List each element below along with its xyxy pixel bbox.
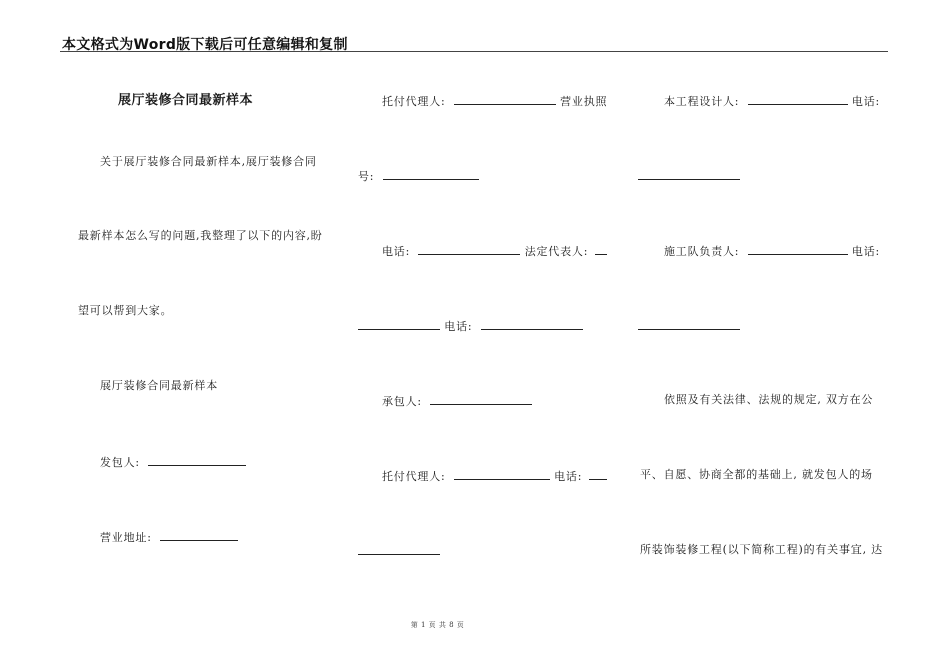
phone2-label: 电话: bbox=[444, 320, 473, 333]
designer-field bbox=[664, 93, 880, 109]
team-leader-phone-field bbox=[638, 318, 740, 334]
designer-blank bbox=[748, 93, 848, 105]
agent-field bbox=[382, 93, 607, 109]
designer-phone-blank bbox=[638, 168, 740, 180]
body-paragraph-line-2: 平、自愿、协商全都的基础上, 就发包人的场 bbox=[640, 468, 873, 481]
legal-rep-label: 法定代表人: bbox=[524, 245, 589, 258]
team-leader-label: 施工队负责人: bbox=[664, 245, 740, 258]
intro-line-1: 关于展厅装修合同最新样本,展厅装修合同 bbox=[100, 155, 317, 168]
employer-blank bbox=[148, 454, 246, 466]
team-leader-blank bbox=[748, 243, 848, 255]
section-heading: 展厅装修合同最新样本 bbox=[100, 379, 218, 392]
agent2-blank bbox=[454, 468, 550, 480]
agent-blank bbox=[454, 93, 556, 105]
business-address-label: 营业地址: bbox=[100, 531, 152, 544]
agent-label: 托付代理人: bbox=[382, 95, 446, 108]
contractor-label: 承包人: bbox=[382, 395, 422, 408]
license-number-label: 号: bbox=[358, 170, 375, 183]
business-address-blank bbox=[160, 529, 238, 541]
agent2-field bbox=[382, 468, 607, 484]
license-number-blank bbox=[383, 168, 479, 180]
team-leader-phone-blank bbox=[638, 318, 740, 330]
contractor-blank bbox=[430, 393, 532, 405]
team-leader-phone-label: 电话: bbox=[851, 245, 881, 258]
designer-phone-field bbox=[638, 168, 740, 184]
phone2-blank bbox=[481, 318, 583, 330]
license-number-field bbox=[358, 168, 479, 184]
phone-blank bbox=[418, 243, 520, 255]
phone-label: 电话: bbox=[382, 245, 411, 258]
page-number: 第 1 页 共 8 页 bbox=[410, 621, 465, 629]
phone3-label: 电话: bbox=[554, 470, 583, 483]
designer-phone-label: 电话: bbox=[851, 95, 881, 108]
phone-legal-rep-field bbox=[382, 243, 607, 259]
team-leader-field bbox=[664, 243, 880, 259]
employer-field bbox=[100, 454, 246, 470]
license-label: 营业执照 bbox=[560, 95, 608, 108]
agent2-label: 托付代理人: bbox=[382, 470, 446, 483]
document-header-banner: 本文格式为Word版下载后可任意编辑和复制 bbox=[62, 37, 348, 53]
header-divider bbox=[60, 51, 888, 52]
employer-label: 发包人: bbox=[100, 456, 140, 469]
phone3-field-cont bbox=[358, 543, 440, 559]
contractor-field bbox=[382, 393, 532, 409]
body-paragraph-line-1: 依照及有关法律、法规的规定, 双方在公 bbox=[664, 393, 874, 406]
phone3-blank-cont bbox=[358, 543, 440, 555]
legal-rep-phone-field bbox=[358, 318, 583, 334]
body-paragraph-line-3: 所装饰装修工程(以下简称工程)的有关事宜, 达 bbox=[640, 543, 883, 556]
legal-rep-blank bbox=[595, 243, 607, 255]
document-title: 展厅装修合同最新样本 bbox=[118, 93, 254, 108]
intro-line-3: 望可以帮到大家。 bbox=[78, 304, 173, 317]
legal-rep-blank-cont bbox=[358, 318, 440, 330]
business-address-field bbox=[100, 529, 238, 545]
designer-label: 本工程设计人: bbox=[664, 95, 740, 108]
intro-line-2: 最新样本怎么写的问题,我整理了以下的内容,盼 bbox=[78, 229, 323, 242]
phone3-blank bbox=[589, 468, 607, 480]
